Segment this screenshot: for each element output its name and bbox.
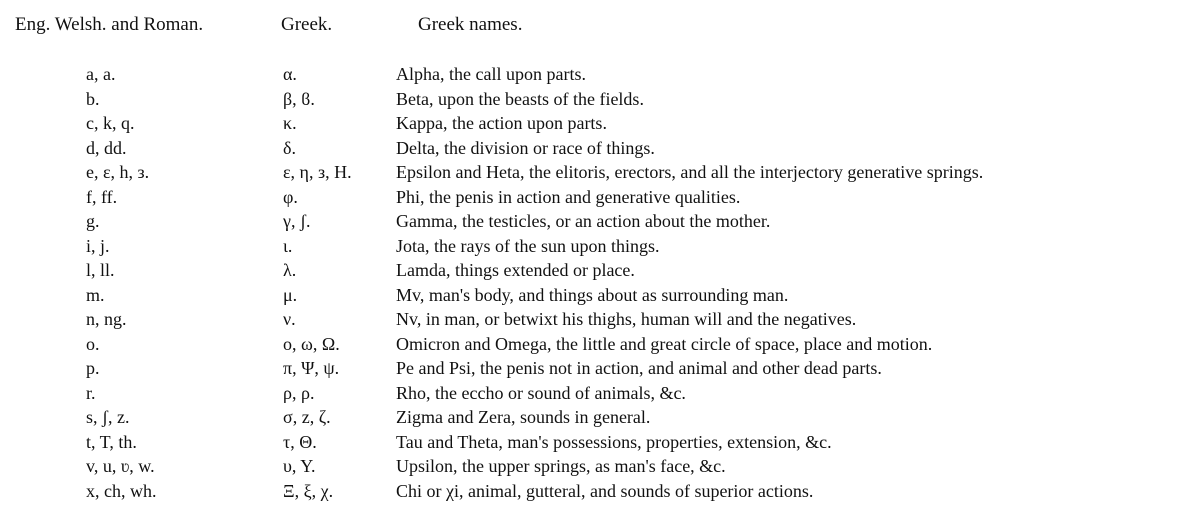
greek-letters: λ. bbox=[283, 260, 297, 280]
table-row bbox=[0, 161, 1200, 186]
table-row bbox=[0, 137, 1200, 162]
header-eng: Eng. Welsh. and Roman. bbox=[15, 14, 204, 35]
table-row bbox=[0, 259, 1200, 284]
greek-name-description: Jota, the rays of the sun upon things. bbox=[396, 235, 660, 256]
greek-letters: υ, Υ. bbox=[283, 456, 316, 476]
table-header bbox=[0, 14, 1200, 40]
table-row bbox=[0, 480, 1200, 505]
greek-letters: μ. bbox=[283, 284, 298, 305]
greek-letters: ε, η, з, H. bbox=[283, 162, 352, 182]
greek-letters: κ. bbox=[283, 113, 297, 133]
table-row bbox=[0, 210, 1200, 235]
eng-letters: a, a. bbox=[86, 64, 116, 84]
greek-name-description: Lamda, things extended or place. bbox=[396, 260, 635, 280]
table-row bbox=[0, 88, 1200, 113]
greek-letters: α. bbox=[283, 64, 297, 84]
greek-name-description: Phi, the penis in action and generative qualities. bbox=[396, 186, 741, 207]
greek-name-description: Chi or χi, animal, gutteral, and sounds of superior actions. bbox=[396, 480, 814, 501]
table-row bbox=[0, 406, 1200, 431]
greek-letters: ρ, ρ. bbox=[283, 382, 315, 403]
greek-letters: δ. bbox=[283, 137, 296, 158]
greek-letters: β, ϐ. bbox=[283, 88, 315, 109]
greek-name-description: Delta, the division or race of things. bbox=[396, 137, 655, 158]
greek-name-description: Zigma and Zera, sounds in general. bbox=[396, 407, 651, 427]
greek-letters: Ξ, ξ, χ. bbox=[283, 480, 334, 501]
eng-letters: g. bbox=[86, 211, 100, 231]
greek-name-description: Nv, in man, or betwixt his thighs, human will and the negatives. bbox=[396, 309, 857, 329]
table-row bbox=[0, 186, 1200, 211]
eng-letters: n, ng. bbox=[86, 309, 127, 329]
table-row bbox=[0, 455, 1200, 480]
eng-letters: v, u, ʋ, w. bbox=[86, 456, 155, 476]
greek-letters: φ. bbox=[283, 186, 298, 207]
alphabet-table bbox=[0, 63, 1200, 504]
greek-name-description: Mv, man's body, and things about as surrounding man. bbox=[396, 284, 789, 305]
greek-letters: π, Ψ, ψ. bbox=[283, 358, 340, 378]
greek-name-description: Kappa, the action upon parts. bbox=[396, 113, 607, 133]
table-row bbox=[0, 333, 1200, 358]
greek-name-description: Upsilon, the upper springs, as man's face, &c. bbox=[396, 456, 726, 476]
greek-name-description: Omicron and Omega, the little and great circle of space, place and motion. bbox=[396, 333, 933, 354]
greek-letters: ν. bbox=[283, 309, 296, 329]
greek-letters: ι. bbox=[283, 235, 293, 256]
greek-letters: σ, z, ζ. bbox=[283, 407, 331, 427]
table-row bbox=[0, 63, 1200, 88]
greek-name-description: Alpha, the call upon parts. bbox=[396, 64, 586, 84]
table-row bbox=[0, 382, 1200, 407]
eng-letters: m. bbox=[86, 284, 105, 305]
greek-name-description: Pe and Psi, the penis not in action, and animal and other dead parts. bbox=[396, 358, 882, 378]
eng-letters: l, ll. bbox=[86, 260, 115, 280]
greek-letters: ο, ω, Ω. bbox=[283, 333, 340, 354]
greek-letters: τ, Θ. bbox=[283, 431, 317, 452]
greek-name-description: Beta, upon the beasts of the fields. bbox=[396, 88, 644, 109]
table-row bbox=[0, 235, 1200, 260]
greek-name-description: Epsilon and Heta, the elitoris, erectors, and all the interjectory generative springs. bbox=[396, 162, 984, 182]
table-row bbox=[0, 431, 1200, 456]
eng-letters: f, ff. bbox=[86, 186, 118, 207]
eng-letters: t, T, th. bbox=[86, 431, 137, 452]
eng-letters: e, ε, h, з. bbox=[86, 162, 150, 182]
eng-letters: o. bbox=[86, 333, 100, 354]
greek-name-description: Rho, the eccho or sound of animals, &c. bbox=[396, 382, 686, 403]
greek-letters: γ, ʃ. bbox=[283, 211, 311, 231]
header-greek: Greek. bbox=[281, 14, 333, 35]
table-row bbox=[0, 284, 1200, 309]
eng-letters: d, dd. bbox=[86, 137, 127, 158]
greek-name-description: Gamma, the testicles, or an action about the mother. bbox=[396, 211, 771, 231]
eng-letters: c, k, q. bbox=[86, 113, 135, 133]
eng-letters: x, ch, wh. bbox=[86, 480, 157, 501]
eng-letters: i, j. bbox=[86, 235, 110, 256]
eng-letters: b. bbox=[86, 88, 100, 109]
table-row bbox=[0, 357, 1200, 382]
eng-letters: r. bbox=[86, 382, 96, 403]
table-row bbox=[0, 308, 1200, 333]
eng-letters: s, ʃ, z. bbox=[86, 407, 130, 427]
header-greek-names: Greek names. bbox=[418, 14, 523, 35]
eng-letters: p. bbox=[86, 358, 100, 378]
greek-name-description: Tau and Theta, man's possessions, properties, extension, &c. bbox=[396, 431, 832, 452]
table-row bbox=[0, 112, 1200, 137]
